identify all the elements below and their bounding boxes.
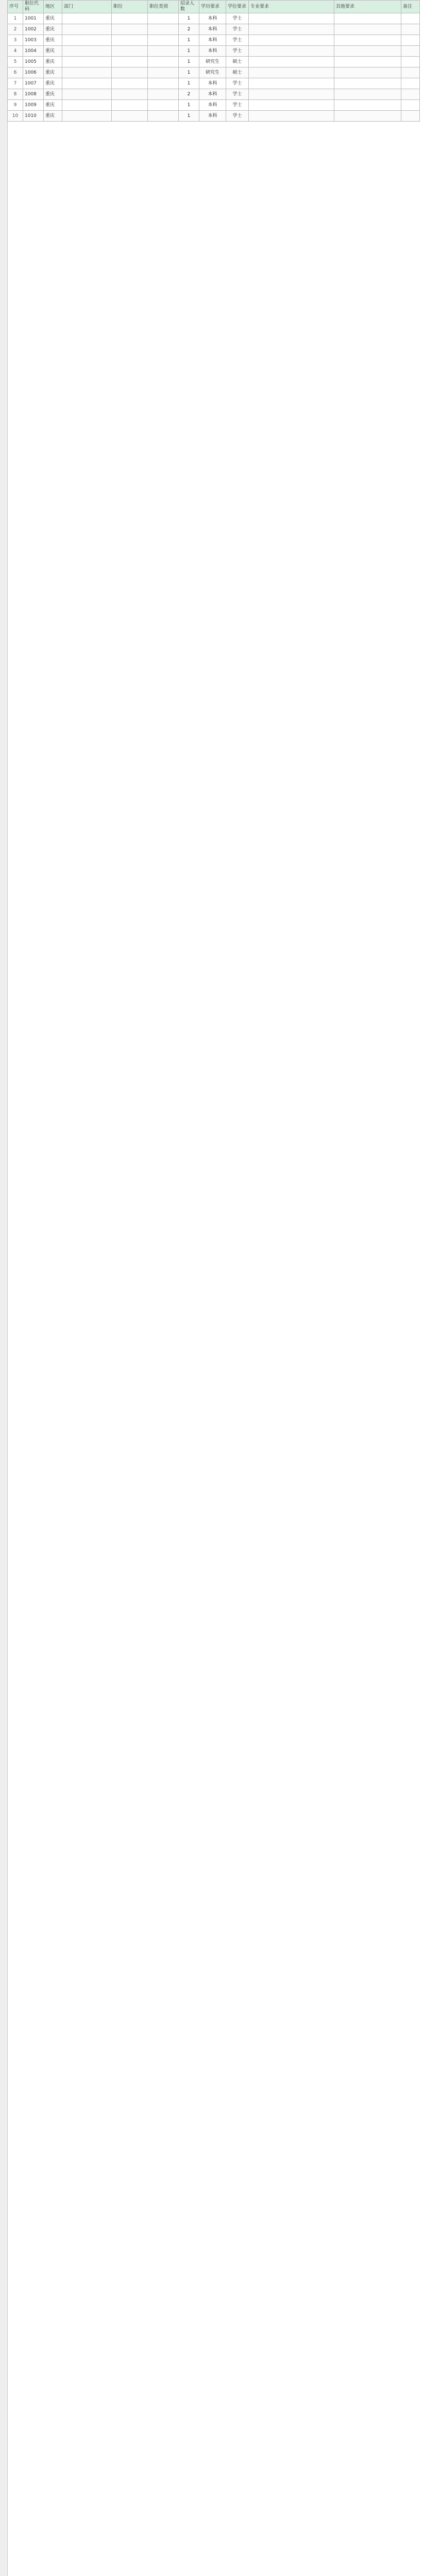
- table-cell: 学士: [226, 24, 249, 35]
- table-cell: 硕士: [226, 67, 249, 78]
- table-cell: [401, 13, 420, 24]
- table-cell: [249, 46, 334, 57]
- header-row: [8, 1, 420, 13]
- table-cell: [62, 46, 112, 57]
- table-cell: [401, 57, 420, 67]
- table-cell: [62, 57, 112, 67]
- table-cell: [401, 100, 420, 111]
- table-cell: [112, 46, 148, 57]
- table-cell: 本科: [199, 13, 226, 24]
- table-cell: 学士: [226, 46, 249, 57]
- table-cell: [401, 24, 420, 35]
- table-cell: 本科: [199, 46, 226, 57]
- table-cell: [112, 35, 148, 46]
- table-cell: 重庆: [44, 13, 62, 24]
- table-cell: [249, 111, 334, 122]
- table-cell: 3: [8, 35, 23, 46]
- table-cell: [334, 67, 401, 78]
- table-cell: 1006: [23, 67, 44, 78]
- table-cell: [334, 78, 401, 89]
- table-cell: [148, 67, 179, 78]
- table-cell: 重庆: [44, 111, 62, 122]
- table-cell: 1010: [23, 111, 44, 122]
- table-cell: 学士: [226, 78, 249, 89]
- table-cell: [148, 111, 179, 122]
- table-cell: 本科: [199, 111, 226, 122]
- table-cell: [401, 111, 420, 122]
- table-cell: [62, 35, 112, 46]
- table-cell: 1008: [23, 89, 44, 100]
- table-cell: 2: [179, 24, 199, 35]
- table-cell: 7: [8, 78, 23, 89]
- table-cell: 5: [8, 57, 23, 67]
- column-header: 学位要求: [226, 1, 249, 13]
- table-row: [8, 24, 420, 35]
- table-cell: [112, 89, 148, 100]
- table-cell: [401, 46, 420, 57]
- table-row: [8, 35, 420, 46]
- table-cell: [62, 67, 112, 78]
- table-cell: [401, 35, 420, 46]
- table-cell: 重庆: [44, 78, 62, 89]
- table-cell: [401, 78, 420, 89]
- table-cell: [249, 35, 334, 46]
- table-cell: [148, 24, 179, 35]
- table-row: [8, 111, 420, 122]
- column-header: 职位类别: [148, 1, 179, 13]
- table-cell: 学士: [226, 89, 249, 100]
- table-cell: 1004: [23, 46, 44, 57]
- table-cell: [148, 46, 179, 57]
- table-cell: [334, 46, 401, 57]
- table-cell: [334, 24, 401, 35]
- table-cell: [62, 78, 112, 89]
- table-cell: [112, 100, 148, 111]
- table-cell: 本科: [199, 100, 226, 111]
- table-cell: 1: [179, 67, 199, 78]
- table-cell: [249, 13, 334, 24]
- table-row: [8, 57, 420, 67]
- table-cell: [334, 13, 401, 24]
- table-cell: [334, 89, 401, 100]
- table-cell: [112, 111, 148, 122]
- table-cell: [148, 57, 179, 67]
- table-cell: 学士: [226, 13, 249, 24]
- table-cell: 研究生: [199, 67, 226, 78]
- table-cell: 1009: [23, 100, 44, 111]
- column-header: 专业要求: [249, 1, 334, 13]
- table-cell: 1: [179, 78, 199, 89]
- column-header: 其他要求: [334, 1, 401, 13]
- table-cell: [148, 100, 179, 111]
- table-cell: 1: [179, 13, 199, 24]
- table-cell: [334, 100, 401, 111]
- table-row: [8, 78, 420, 89]
- table-cell: [334, 57, 401, 67]
- table-row: [8, 100, 420, 111]
- table-cell: [62, 24, 112, 35]
- column-header: 职位: [112, 1, 148, 13]
- table-cell: [249, 67, 334, 78]
- table-cell: 学士: [226, 111, 249, 122]
- table-cell: 6: [8, 67, 23, 78]
- table-cell: 1002: [23, 24, 44, 35]
- row-number-gutter: [0, 0, 8, 2576]
- table-cell: [62, 111, 112, 122]
- table-cell: 2: [8, 24, 23, 35]
- table-cell: 重庆: [44, 35, 62, 46]
- recruitment-table: [7, 0, 420, 122]
- table-cell: [249, 89, 334, 100]
- column-header: 招录人数: [179, 1, 199, 13]
- table-cell: 重庆: [44, 67, 62, 78]
- table-cell: 重庆: [44, 46, 62, 57]
- table-cell: 1: [8, 13, 23, 24]
- table-cell: [112, 57, 148, 67]
- table-cell: [148, 89, 179, 100]
- table-row: [8, 13, 420, 24]
- table-cell: [249, 78, 334, 89]
- table-cell: 学士: [226, 35, 249, 46]
- table-cell: 4: [8, 46, 23, 57]
- table-cell: 本科: [199, 89, 226, 100]
- table-cell: [401, 67, 420, 78]
- column-header: 部门: [62, 1, 112, 13]
- table-cell: 重庆: [44, 100, 62, 111]
- table-cell: 9: [8, 100, 23, 111]
- table-cell: 1005: [23, 57, 44, 67]
- table-cell: 重庆: [44, 24, 62, 35]
- table-cell: [62, 13, 112, 24]
- table-cell: [249, 24, 334, 35]
- column-header: 地区: [44, 1, 62, 13]
- table-row: [8, 46, 420, 57]
- table-cell: 硕士: [226, 57, 249, 67]
- table-cell: 10: [8, 111, 23, 122]
- table-cell: 本科: [199, 24, 226, 35]
- table-row: [8, 67, 420, 78]
- table-body: [8, 13, 420, 122]
- table-cell: 8: [8, 89, 23, 100]
- table-cell: 本科: [199, 78, 226, 89]
- column-header: 备注: [401, 1, 420, 13]
- column-header: 职位代码: [23, 1, 44, 13]
- table-cell: 学士: [226, 100, 249, 111]
- table-cell: [334, 111, 401, 122]
- table-cell: [62, 89, 112, 100]
- table-cell: 1007: [23, 78, 44, 89]
- table-cell: 重庆: [44, 89, 62, 100]
- table-cell: 重庆: [44, 57, 62, 67]
- table-cell: [112, 78, 148, 89]
- table-cell: 2: [179, 89, 199, 100]
- table-row: [8, 89, 420, 100]
- table-cell: 1: [179, 35, 199, 46]
- table-cell: [148, 13, 179, 24]
- table-cell: 本科: [199, 35, 226, 46]
- table-cell: 1: [179, 111, 199, 122]
- table-cell: [249, 100, 334, 111]
- table-cell: [334, 35, 401, 46]
- table-cell: 1003: [23, 35, 44, 46]
- table-cell: 1: [179, 57, 199, 67]
- table-cell: [62, 100, 112, 111]
- table-cell: [112, 24, 148, 35]
- table-cell: [148, 35, 179, 46]
- column-header: 序号: [8, 1, 23, 13]
- column-header: 学历要求: [199, 1, 226, 13]
- table-cell: [112, 13, 148, 24]
- table-cell: 1001: [23, 13, 44, 24]
- table-cell: 研究生: [199, 57, 226, 67]
- table-cell: [249, 57, 334, 67]
- table-cell: [112, 67, 148, 78]
- table-cell: [148, 78, 179, 89]
- table-cell: 1: [179, 46, 199, 57]
- table-cell: [401, 89, 420, 100]
- table-cell: 1: [179, 100, 199, 111]
